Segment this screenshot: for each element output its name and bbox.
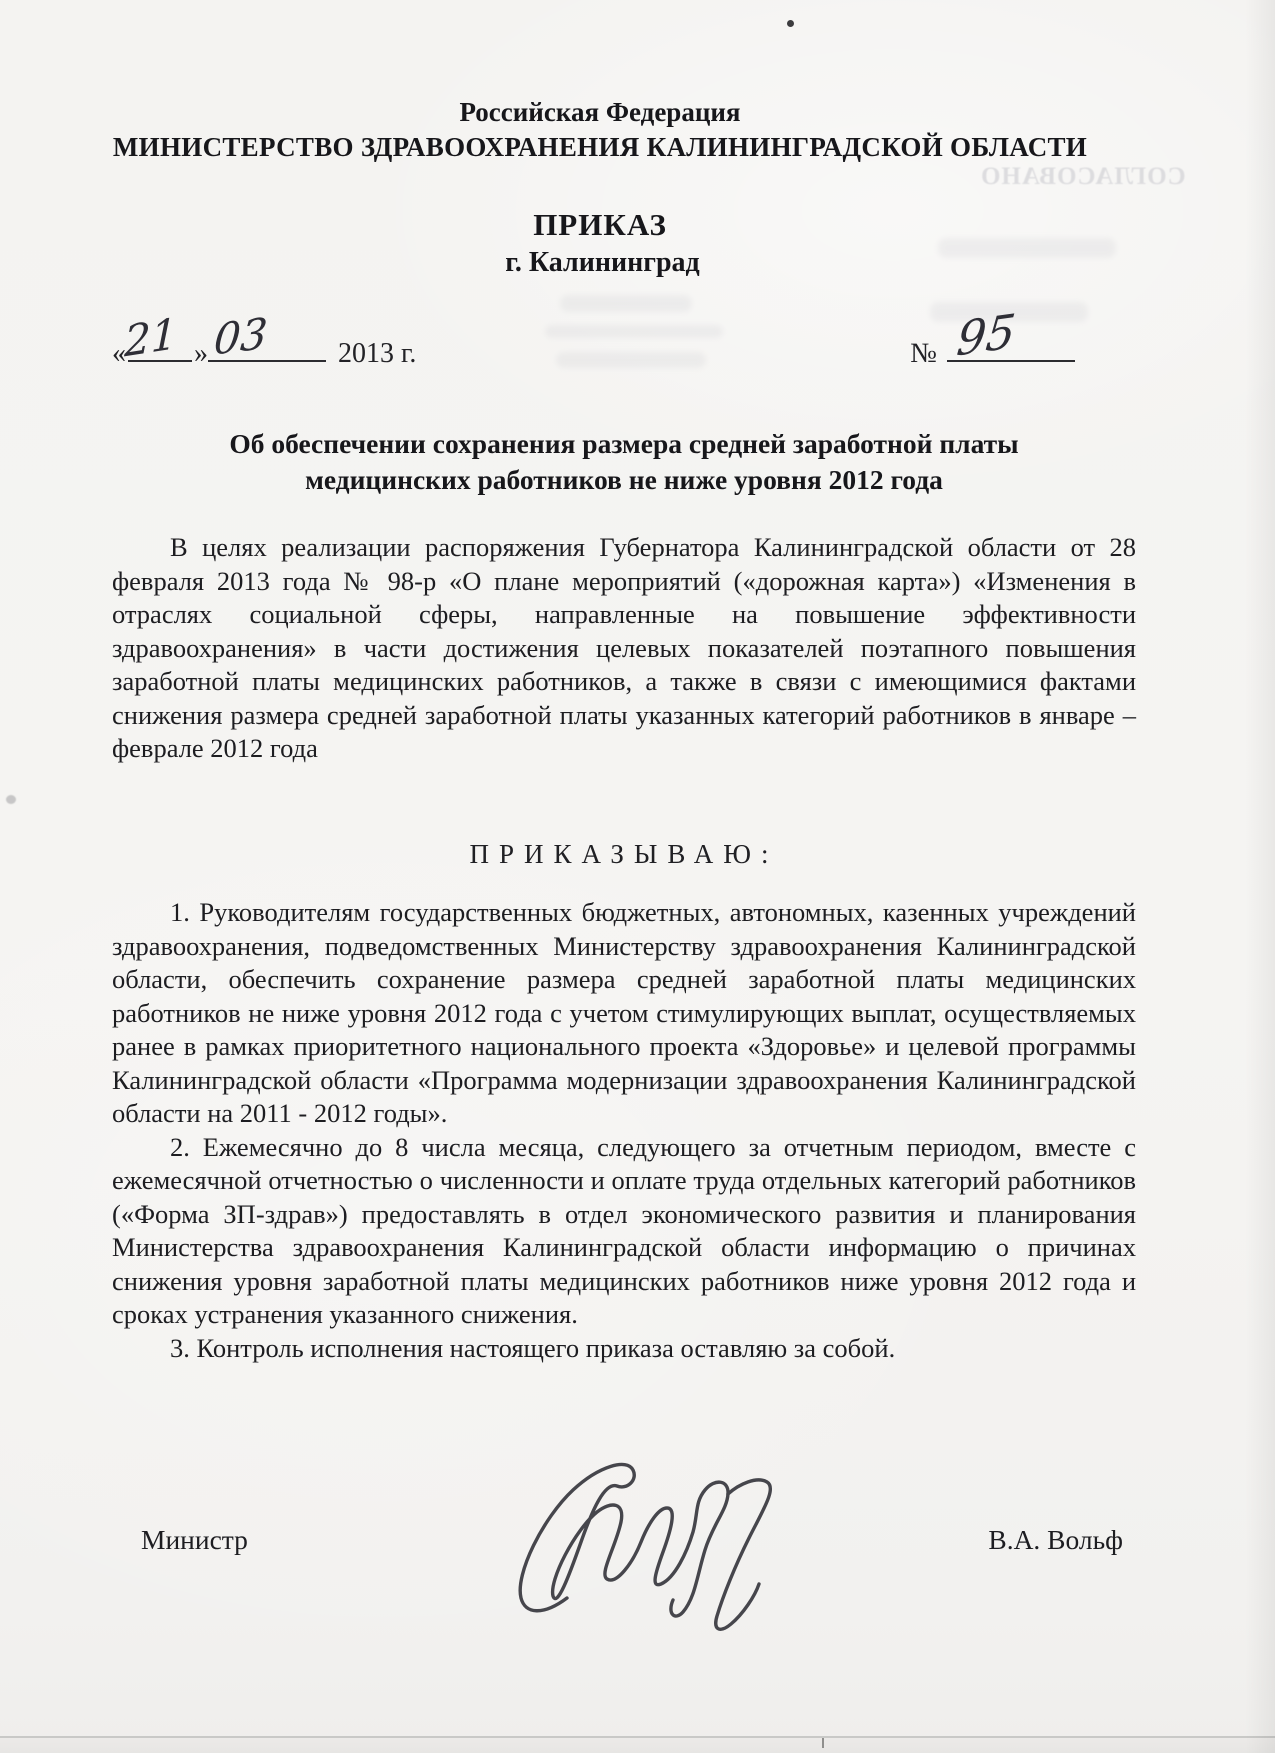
date-year: 2013 г. <box>338 338 417 369</box>
doc-number-handwritten: 95 <box>954 303 1019 367</box>
order-item-1: 1. Руководителям государственных бюджетных, автономных, казенных учреждений здравоохранения, подведомственных Министерству здравоохранения Калининградской области, обеспечить сохранение размера средней заработной платы медицинских работников не ниже уровня 2012 года с учетом стимулирующих выплат, осуществляемых ранее в рамках приоритетного национального проекта «Здоровье» и целевой программы Калининградской области «Программа модернизации здравоохранения Калининградской области на 2011 - 2012 годы». <box>112 897 1136 1128</box>
bleedthrough-text: СОГЛАСОВАНО <box>980 163 1186 190</box>
header-ministry: МИНИСТЕРСТВО ЗДРАВООХРАНЕНИЯ КАЛИНИНГРАДСКОЙ ОБЛАСТИ <box>112 132 1088 162</box>
date-open-quote: « <box>112 338 126 369</box>
doc-number-underline <box>947 303 1075 367</box>
order-item-2: 2. Ежемесячно до 8 числа месяца, следующего за отчетным периодом, вместе с ежемесячной отчетностью о численности и оплате труда отдельных категорий работников («Форма ЗП-здрав») предоставлять в отдел экономического развития и планирования Министерства здравоохранения Калининградской области информацию о причинах снижения уровня заработной платы медицинских работников ниже уровня 2012 года и сроках устранения указанного снижения. <box>112 1131 1136 1329</box>
header-country: Российская Федерация <box>459 97 741 127</box>
doc-number-line <box>910 303 1075 370</box>
date-line <box>112 308 417 370</box>
signature-autograph <box>505 1446 835 1661</box>
ink-speck <box>6 795 16 804</box>
document-header <box>0 96 1200 164</box>
date-month-handwritten: 03 <box>212 308 270 365</box>
signature-role: Министр <box>141 1524 248 1555</box>
doc-title-line2: медицинских работников не ниже уровня 2012 года <box>305 464 943 495</box>
page-bottom-edge <box>0 1736 1275 1753</box>
preamble-paragraph: В целях реализации распоряжения Губернатора Калининградской области от 28 февраля 2013 года № 98-р «О плане мероприятий («дорожная карта») «Изменения в отраслях социальной сферы, направленные на повышение эффективности здравоохранения» в части достижения целевых показателей поэтапного повышения заработной платы медицинских работников, а также в связи с имеющимися фактами снижения размера средней заработной платы указанных категорий работников в январе – феврале 2012 года <box>112 532 1136 763</box>
date-day-handwritten: 21 <box>123 308 178 367</box>
doc-title <box>112 426 1136 498</box>
doc-city: г. Калининград <box>505 247 700 278</box>
doc-type-title: ПРИКАЗ <box>533 207 667 242</box>
ink-speck <box>787 20 794 27</box>
doc-number-label: № <box>910 338 937 369</box>
page-edge-shadow <box>1245 0 1275 1753</box>
date-number-row <box>112 303 1075 376</box>
doc-title-line1: Об обеспечении сохранения размера средней заработной платы <box>229 428 1019 459</box>
order-item-3: 3. Контроль исполнения настоящего приказа оставляю за собой. <box>170 1332 896 1363</box>
date-close-quote: » <box>194 338 208 369</box>
order-items <box>112 896 1136 1365</box>
date-month-underline <box>208 308 326 365</box>
bleedthrough-blob <box>560 295 692 312</box>
page-bottom-notch <box>822 1738 824 1748</box>
order-keyword: ПРИКАЗЫВАЮ: <box>469 839 779 869</box>
signature-name: В.А. Вольф <box>988 1524 1123 1555</box>
date-day-underline <box>123 308 192 367</box>
